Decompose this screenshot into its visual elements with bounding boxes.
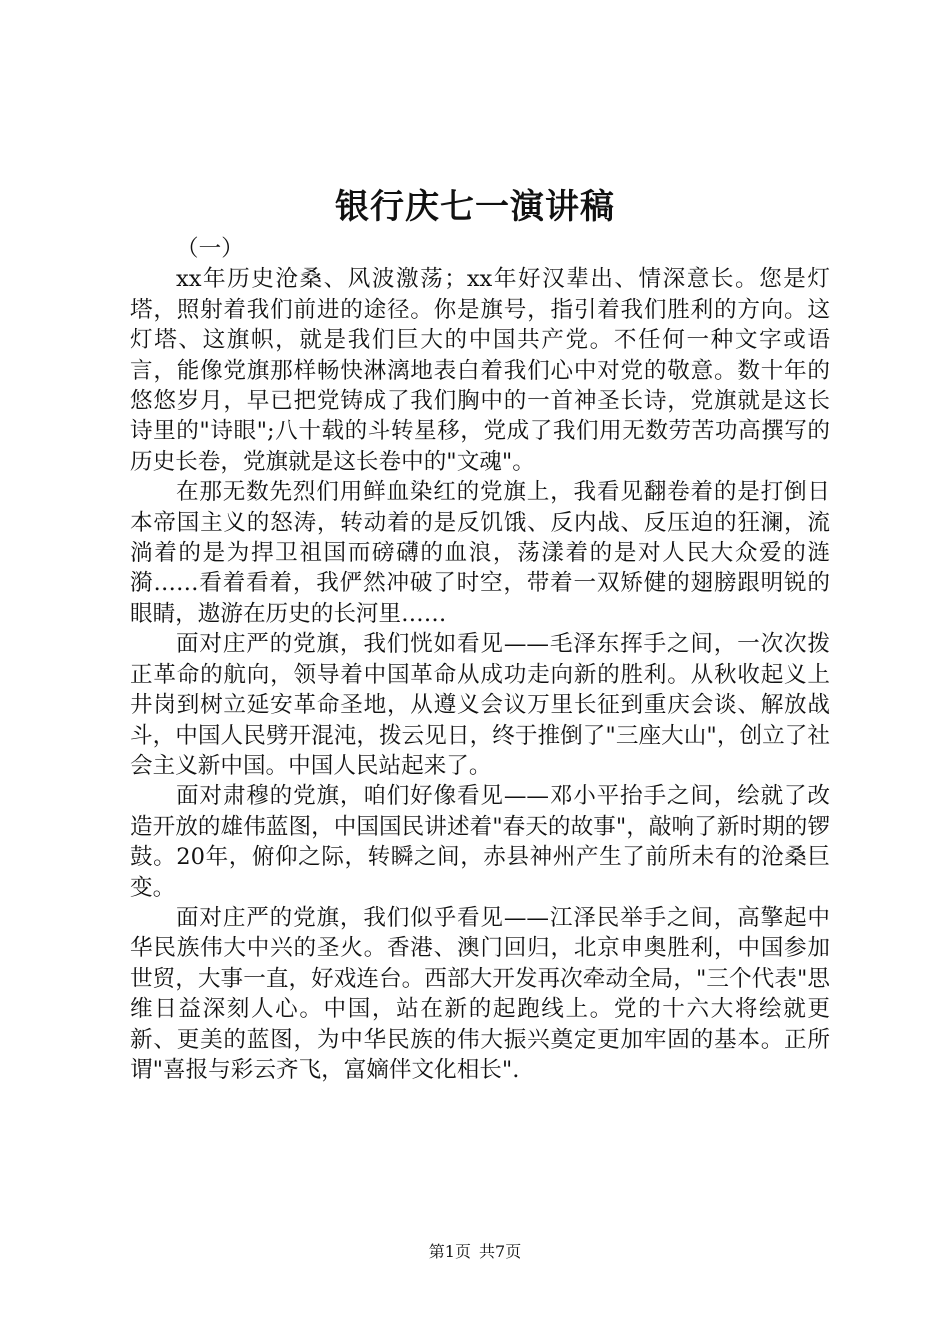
document-title: 银行庆七一演讲稿 bbox=[335, 187, 615, 227]
paragraph-4: 面对肃穆的党旗，咱们好像看见——邓小平抬手之间，绘就了改造开放的雄伟蓝图，中国国民讲述着"春天的故事"，敲响了新时期的锣鼓。20年，俯仰之际，转瞬之间，赤县神州产生了前所未有的沧桑巨变。 bbox=[130, 783, 830, 901]
section-label: （一） bbox=[176, 236, 244, 262]
page-footer: 第1页 共7页 bbox=[428, 1242, 522, 1261]
paragraph-1: xx年历史沧桑、风波激荡；xx年好汉辈出、情深意长。您是灯塔，照射着我们前进的途径。你是旗号，指引着我们胜利的方向。这灯塔、这旗帜，就是我们巨大的中国共产党。不任何一种文字或语言，能像党旗那样畅快淋漓地表白着我们心中对党的敬意。数十年的悠悠岁月，早已把党铸成了我们胸中的一首神圣长诗，党旗就是这长诗里的"诗眼";八十载的斗转星移，党成了我们用无数劳苦功高撰写的历史长卷，党旗就是这长卷中的"文魂"。 bbox=[130, 266, 830, 475]
document-body bbox=[130, 234, 830, 1085]
paragraph-2: 在那无数先烈们用鲜血染红的党旗上，我看见翻卷着的是打倒日本帝国主义的怒涛，转动着的是反饥饿、反内战、反压迫的狂澜，流淌着的是为捍卫祖国而磅礴的血浪，荡漾着的是对人民大众爱的涟漪……看着看着，我俨然冲破了时空，带着一双矫健的翅膀跟明锐的眼睛，遨游在历史的长河里…… bbox=[130, 479, 830, 627]
paragraph-5: 面对庄严的党旗，我们似乎看见——江泽民举手之间，高擎起中华民族伟大中兴的圣火。香港、澳门回归，北京申奥胜利，中国参加世贸，大事一直，好戏连台。西部大开发再次牵动全局，"三个代表"思维日益深刻人心。中国，站在新的起跑线上。党的十六大将绘就更新、更美的蓝图，为中华民族的伟大振兴奠定更加牢固的基本。正所谓"喜报与彩云齐飞，富嫡伴文化相长". bbox=[130, 904, 830, 1083]
paragraph-3: 面对庄严的党旗，我们恍如看见——毛泽东挥手之间，一次次拨正革命的航向，领导着中国革命从成功走向新的胜利。从秋收起义上井岗到树立延安革命圣地，从遵义会议万里长征到重庆会谈、解放战斗，中国人民劈开混沌，拨云见日，终于推倒了"三座大山"，创立了社会主义新中国。中国人民站起来了。 bbox=[130, 631, 830, 779]
